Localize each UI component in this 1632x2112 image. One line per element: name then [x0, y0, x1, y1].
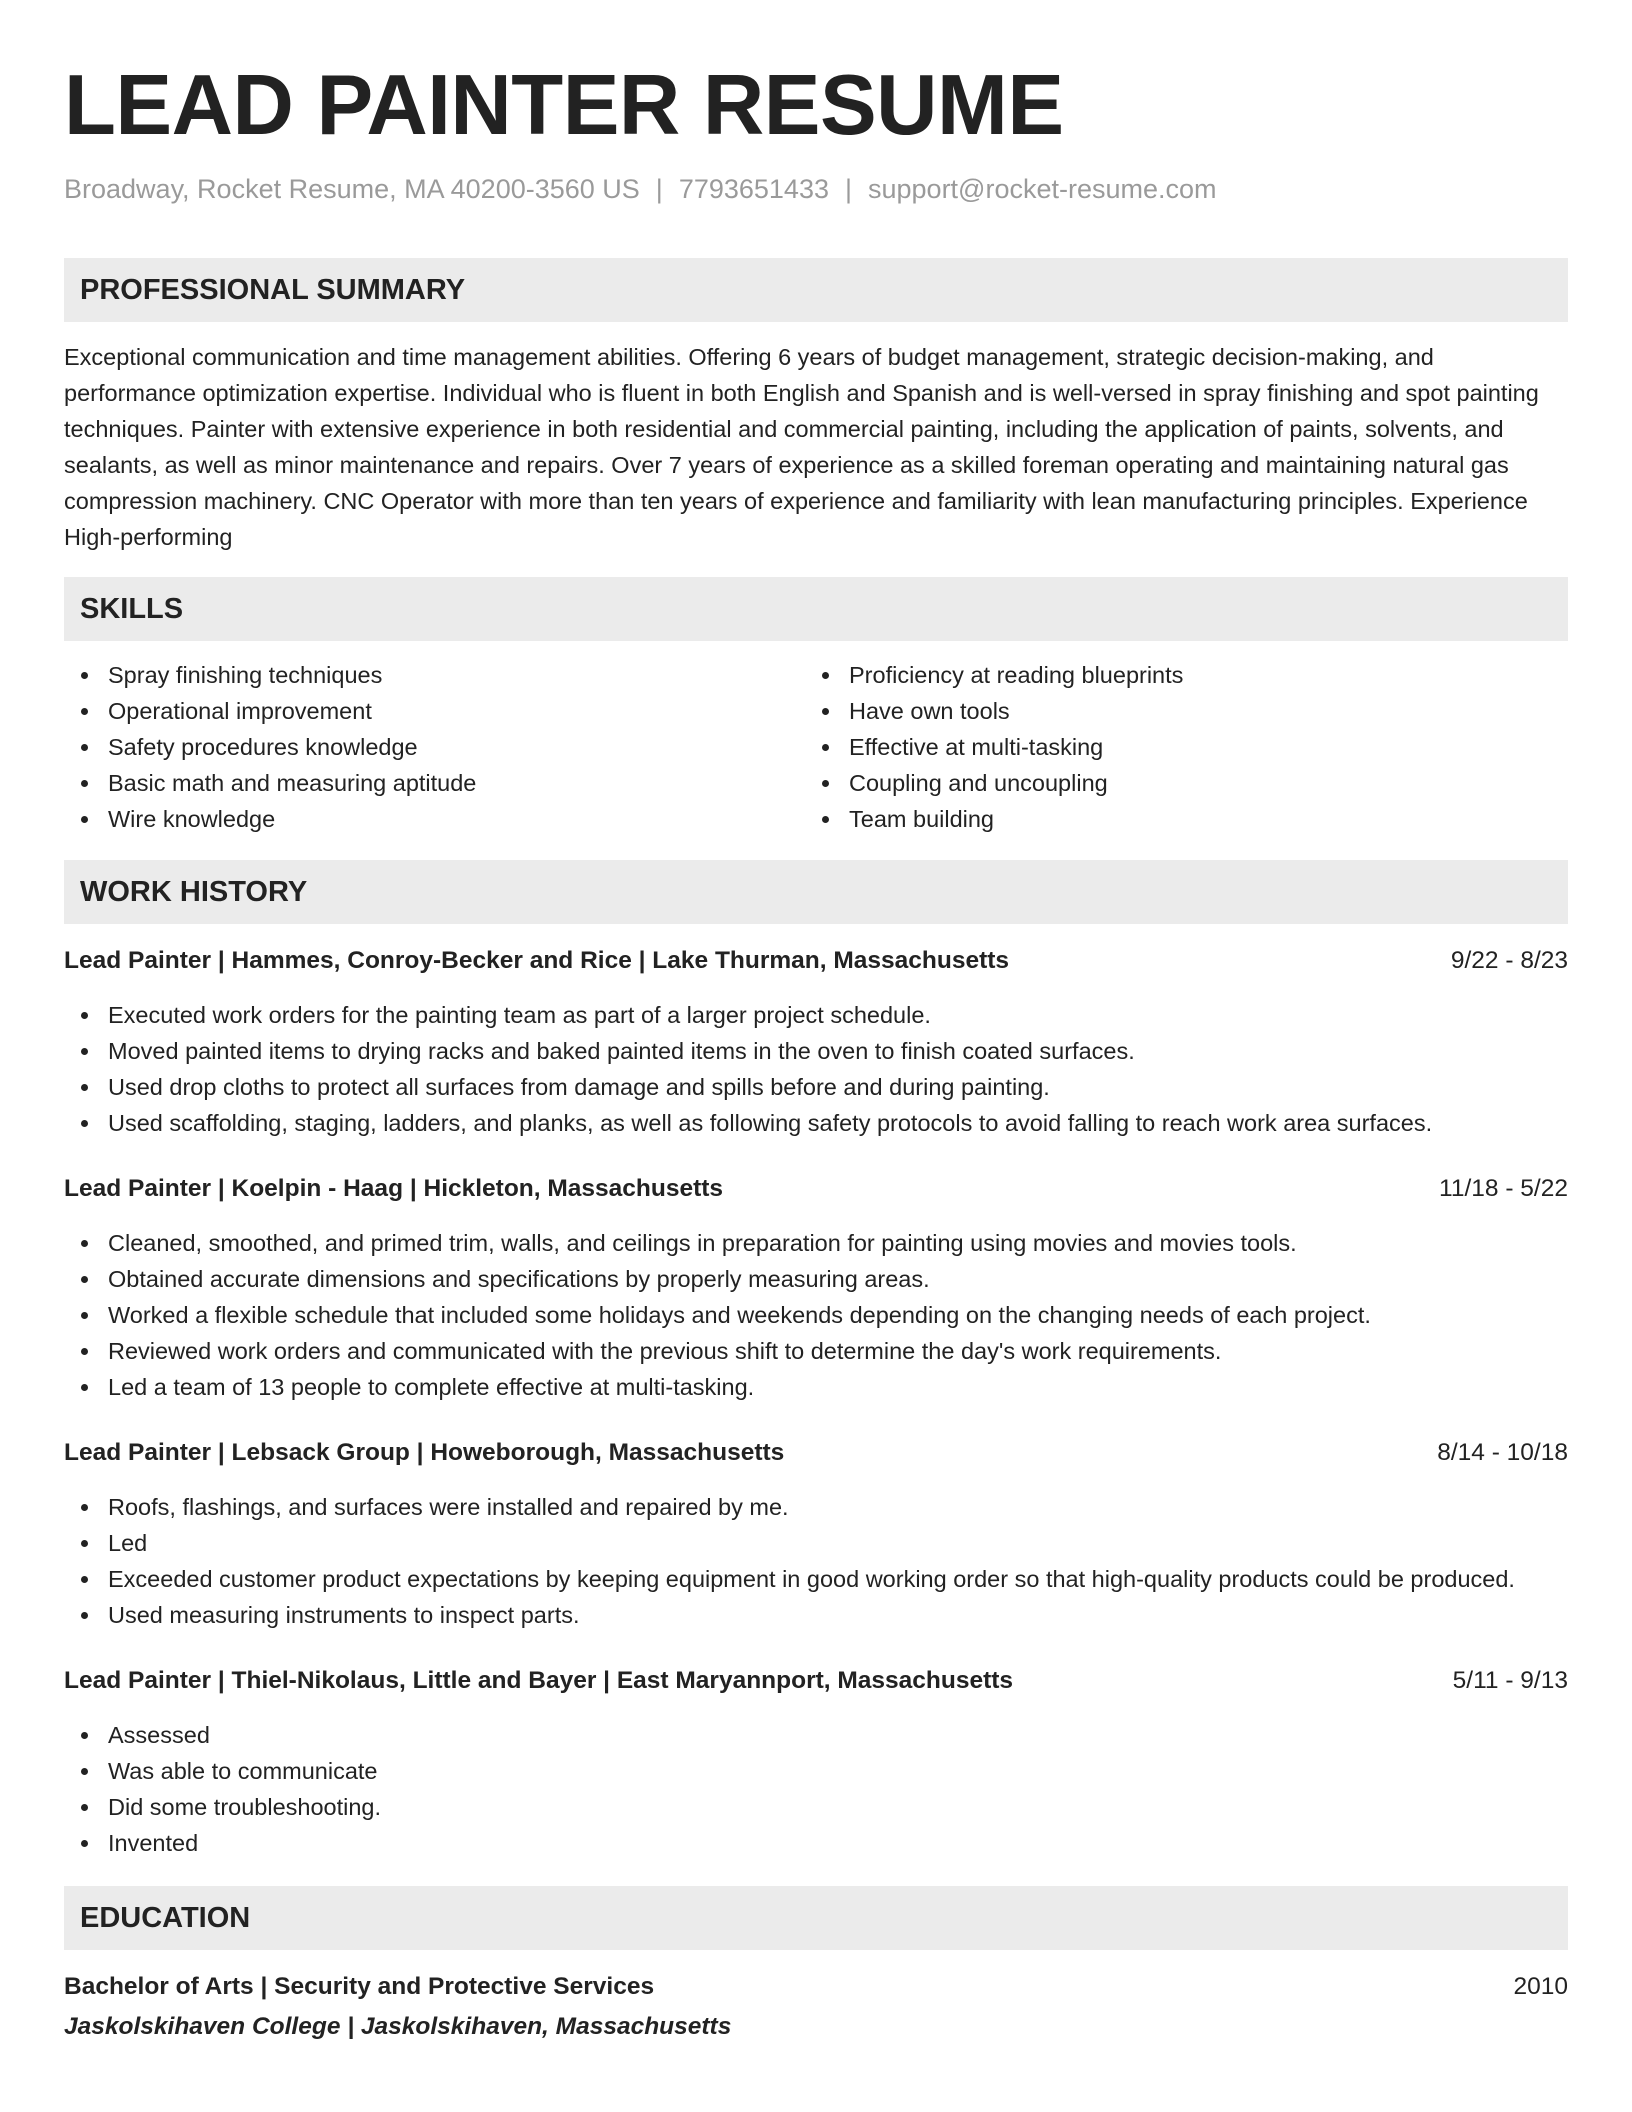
- job-dates: 8/14 - 10/18: [1437, 1439, 1568, 1466]
- skill-item: Spray finishing techniques: [64, 657, 805, 693]
- job-bullets: [64, 1225, 1568, 1405]
- job-dates: 5/11 - 9/13: [1452, 1667, 1568, 1694]
- job-title: Lead Painter | Thiel-Nikolaus, Little and Bayer | East Maryannport, Massachusetts: [64, 1667, 1014, 1694]
- education-heading: EDUCATION: [64, 1886, 1568, 1950]
- contact-separator: |: [655, 174, 663, 204]
- skills-list: [64, 657, 1568, 837]
- summary-text: Exceptional communication and time management abilities. Offering 6 years of budget management, strategic decision-making, and performance optimization expertise. Individual who is fluent in both English and Spanish and is well-versed in spray finishing and spot painting techniques. Painter with extensive experience in both residential and commercial painting, including the application of paints, solvents, and sealants, as well as minor maintenance and repairs. Over 7 years of experience as a skilled foreman operating and maintaining natural gas compression machinery. CNC Operator with more than ten years of experience and familiarity with lean manufacturing principles. Experience High-performing: [64, 344, 1539, 550]
- job-bullet: Led: [64, 1525, 1568, 1561]
- job-bullet: Used drop cloths to protect all surfaces from damage and spills before and during painting.: [64, 1069, 1568, 1105]
- job-entry: [64, 1664, 1568, 1861]
- job-header: [64, 1436, 1568, 1470]
- job-bullets: [64, 997, 1568, 1141]
- skill-item: Basic math and measuring aptitude: [64, 765, 805, 801]
- contact-email: support@rocket-resume.com: [868, 174, 1217, 204]
- job-dates: 9/22 - 8/23: [1450, 947, 1568, 974]
- skills-column-left: [64, 657, 805, 837]
- job-bullet: Reviewed work orders and communicated with the previous shift to determine the day's work requirements.: [64, 1333, 1568, 1369]
- education-header: [64, 1970, 1568, 2004]
- education-year: 2010: [1513, 1973, 1568, 2000]
- skill-item: Team building: [805, 801, 1546, 837]
- job-bullets: [64, 1489, 1568, 1633]
- job-entry: [64, 944, 1568, 1141]
- job-bullet: Led a team of 13 people to complete effective at multi-tasking.: [64, 1369, 1568, 1405]
- contact-address: Broadway, Rocket Resume, MA 40200-3560 US: [64, 174, 640, 204]
- job-bullet: Exceeded customer product expectations by keeping equipment in good working order so that high-quality products could be produced.: [64, 1561, 1568, 1597]
- resume-title: LEAD PAINTER RESUME: [64, 58, 1064, 153]
- job-bullet: Used measuring instruments to inspect parts.: [64, 1597, 1568, 1633]
- education-degree: Bachelor of Arts | Security and Protective Services: [64, 1973, 655, 2000]
- job-bullet: Obtained accurate dimensions and specifications by properly measuring areas.: [64, 1261, 1568, 1297]
- summary-heading: PROFESSIONAL SUMMARY: [64, 258, 1568, 322]
- skills-heading: SKILLS: [64, 577, 1568, 641]
- job-header: [64, 1664, 1568, 1698]
- job-bullet: Cleaned, smoothed, and primed trim, walls, and ceilings in preparation for painting using movies and movies tools.: [64, 1225, 1568, 1261]
- job-header: [64, 1172, 1568, 1206]
- job-bullet: Invented: [64, 1825, 1568, 1861]
- job-bullet: Used scaffolding, staging, ladders, and planks, as well as following safety protocols to avoid falling to reach work area surfaces.: [64, 1105, 1568, 1141]
- contact-phone: 7793651433: [678, 174, 829, 204]
- job-bullet: Was able to communicate: [64, 1753, 1568, 1789]
- skill-item: Operational improvement: [64, 693, 805, 729]
- job-title: Lead Painter | Koelpin - Haag | Hickleton, Massachusetts: [64, 1175, 724, 1202]
- skill-item: Have own tools: [805, 693, 1546, 729]
- job-bullet: Moved painted items to drying racks and baked painted items in the oven to finish coated surfaces.: [64, 1033, 1568, 1069]
- skill-item: Safety procedures knowledge: [64, 729, 805, 765]
- skill-item: Wire knowledge: [64, 801, 805, 837]
- job-bullet: Roofs, flashings, and surfaces were installed and repaired by me.: [64, 1489, 1568, 1525]
- work-history-heading: WORK HISTORY: [64, 860, 1568, 924]
- job-title: Lead Painter | Hammes, Conroy-Becker and Rice | Lake Thurman, Massachusetts: [64, 947, 1010, 974]
- skill-item: Proficiency at reading blueprints: [805, 657, 1546, 693]
- contact-line: [64, 172, 1568, 206]
- job-bullet: Did some troubleshooting.: [64, 1789, 1568, 1825]
- skill-item: Effective at multi-tasking: [805, 729, 1546, 765]
- skills-column-right: [805, 657, 1546, 837]
- job-bullet: Assessed: [64, 1717, 1568, 1753]
- job-title: Lead Painter | Lebsack Group | Howeborough, Massachusetts: [64, 1439, 785, 1466]
- education-school: Jaskolskihaven College | Jaskolskihaven, Massachusetts: [64, 2013, 732, 2040]
- job-dates: 11/18 - 5/22: [1439, 1175, 1568, 1202]
- job-entry: [64, 1436, 1568, 1633]
- job-entry: [64, 1172, 1568, 1405]
- job-bullet: Worked a flexible schedule that included some holidays and weekends depending on the changing needs of each project.: [64, 1297, 1568, 1333]
- job-header: [64, 944, 1568, 978]
- skill-item: Coupling and uncoupling: [805, 765, 1546, 801]
- job-bullets: [64, 1717, 1568, 1861]
- contact-separator: |: [844, 174, 852, 204]
- job-bullet: Executed work orders for the painting team as part of a larger project schedule.: [64, 997, 1568, 1033]
- education-entry: [64, 1970, 1568, 2044]
